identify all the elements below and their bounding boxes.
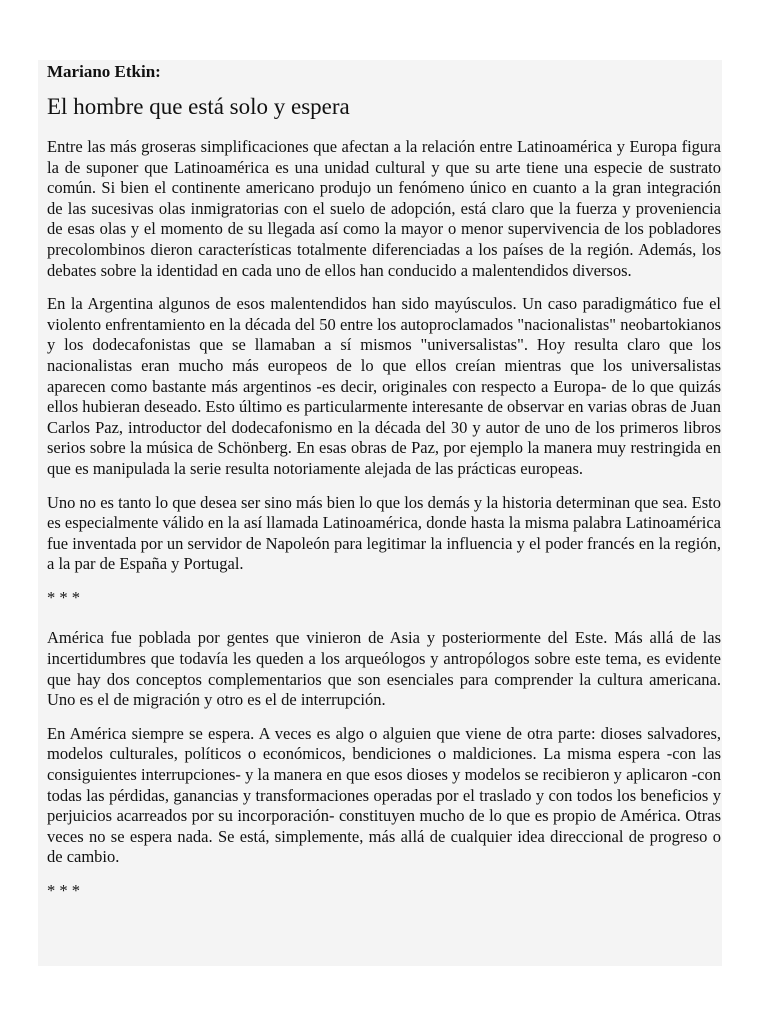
paragraph-4: América fue poblada por gentes que vinieron de Asia y posteriormente del Este. Más allá de las incertidumbres que todavía les queden a los arqueólogos y antropólogos sobre este tema, es evidente que hay dos conceptos complementarios que son esenciales para comprender la cultura americana. Uno es el de migración y otro es el de interrupción. bbox=[47, 628, 721, 710]
paragraph-2: En la Argentina algunos de esos malentendidos han sido mayúsculos. Un caso paradigmático fue el violento enfrentamiento en la década del 50 entre los autoproclamados "nacionalistas" neobartokianos y los dodecafonistas que se llamaban a sí mismos "universalistas". Hoy resulta claro que los nacionalistas eran mucho más europeos de lo que ellos creían mientras que los universalistas aparecen como bastante más argentinos -es decir, originales con respecto a Europa- de lo que quizás ellos hubieran deseado. Esto último es particularmente interesante de observar en varias obras de Juan Carlos Paz, introductor del dodecafonismo en la década del 30 y autor de uno de los primeros libros serios sobre la música de Schönberg. En esas obras de Paz, por ejemplo la manera muy restringida en que es manipulada la serie resulta notoriamente alejada de las prácticas europeas. bbox=[47, 294, 721, 478]
document-page bbox=[38, 60, 722, 966]
section-separator-1: * * * bbox=[47, 587, 80, 607]
paragraph-3: Uno no es tanto lo que desea ser sino más bien lo que los demás y la historia determinan que sea. Esto es especialmente válido en la así llamada Latinoamérica, donde hasta la misma palabra Latinoamérica fue inventada por un servidor de Napoleón para legitimar la influencia y el poder francés en la región, a la par de España y Portugal. bbox=[47, 492, 721, 574]
paragraph-5: En América siempre se espera. A veces es algo o alguien que viene de otra parte: dioses salvadores, modelos culturales, políticos o económicos, bendiciones o maldiciones. La misma espera -con las consiguientes interrupciones- y la manera en que esos dioses y modelos se recibieron y aplicaron -con todas las pérdidas, ganancias y transformaciones operadas por el traslado y con todos los beneficios y perjuicios acarreados por su incorporación- constituyen mucho de lo que es propio de América. Otras veces no se espera nada. Se está, simplemente, más allá de cualquier idea direccional de progreso o de cambio. bbox=[47, 723, 721, 867]
section-separator-2: * * * bbox=[47, 881, 80, 900]
paragraph-1: Entre las más groseras simplificaciones que afectan a la relación entre Latinoamérica y Europa figura la de suponer que Latinoamérica es una unidad cultural y que su arte tiene una especie de sustrato común. Si bien el continente americano produjo un fenómeno único en cuanto a la gran integración de las sucesivas olas inmigratorias con el suelo de adopción, está claro que la fuerza y proveniencia de esas olas y el momento de su llegada así como la mayor o menor supervivencia de los pobladores precolombinos dieron características totalmente diferenciadas a los países de la región. Además, los debates sobre la identidad en cada uno de ellos han conducido a malentendidos diversos. bbox=[47, 137, 721, 280]
article-title: El hombre que está solo y espera bbox=[47, 94, 350, 119]
author-name: Mariano Etkin: bbox=[47, 62, 161, 81]
